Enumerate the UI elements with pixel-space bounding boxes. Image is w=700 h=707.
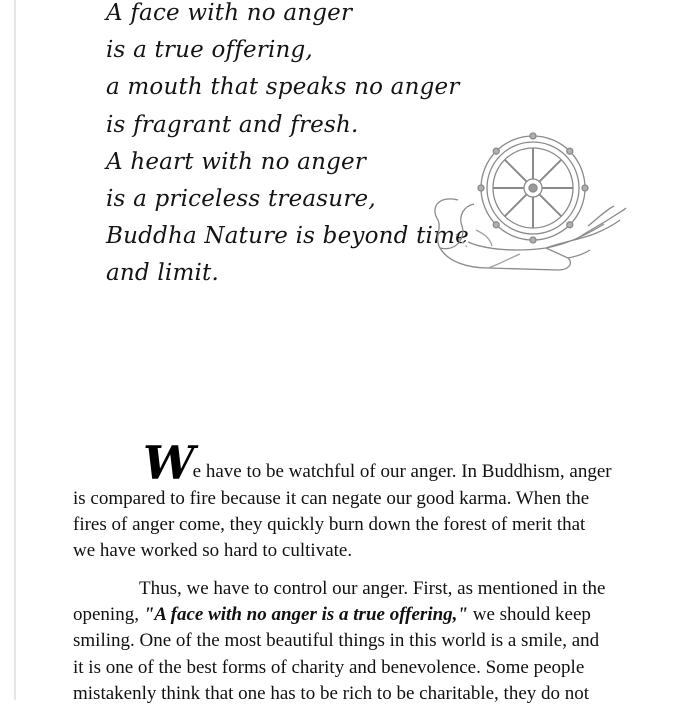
- paragraph-text: e have to be watchful of our anger. In Buddhism, anger: [192, 461, 612, 482]
- poem-line: A face with no anger: [106, 0, 353, 26]
- paragraph-line: smiling. One of the most beautiful things in this world is a smile, and: [73, 630, 600, 652]
- paragraph-line: [73, 436, 631, 490]
- paragraph-text: we should keep: [467, 604, 591, 626]
- dharma-wheel-on-hand-icon: [428, 130, 628, 290]
- paragraph-line: Thus, we have to control our anger. First, as mentioned in the: [139, 578, 606, 599]
- poem: [106, 0, 469, 293]
- poem-line: is fragrant and fresh.: [106, 111, 359, 138]
- paragraph-line: [73, 602, 631, 628]
- poem-line: and limit.: [106, 260, 219, 287]
- quote-text: "A face with no anger is a true offering,": [143, 604, 468, 626]
- paragraph-2: [73, 576, 631, 707]
- paragraph-line: it is one of the best forms of charity and benevolence. Some people: [73, 656, 585, 678]
- poem-line: is a true offering,: [106, 37, 313, 64]
- paragraph-text: opening,: [73, 604, 144, 626]
- page-edge-shadow: [14, 0, 16, 700]
- paragraph-line: mistakenly think that one has to be rich to be charitable, they do not: [73, 682, 590, 704]
- poem-line: is a priceless treasure,: [106, 186, 376, 213]
- poem-line: a mouth that speaks no anger: [106, 74, 460, 101]
- paragraph-1: [73, 436, 631, 565]
- poem-line: Buddha Nature is beyond time: [106, 223, 469, 250]
- paragraph-line: we have worked so hard to cultivate.: [73, 540, 353, 562]
- paragraph-line: fires of anger come, they quickly burn down the forest of merit that: [73, 514, 586, 536]
- poem-line: A heart with no anger: [106, 148, 367, 175]
- drop-cap: W: [143, 436, 193, 490]
- paragraph-line: is compared to fire because it can negate our good karma. When the: [73, 488, 590, 509]
